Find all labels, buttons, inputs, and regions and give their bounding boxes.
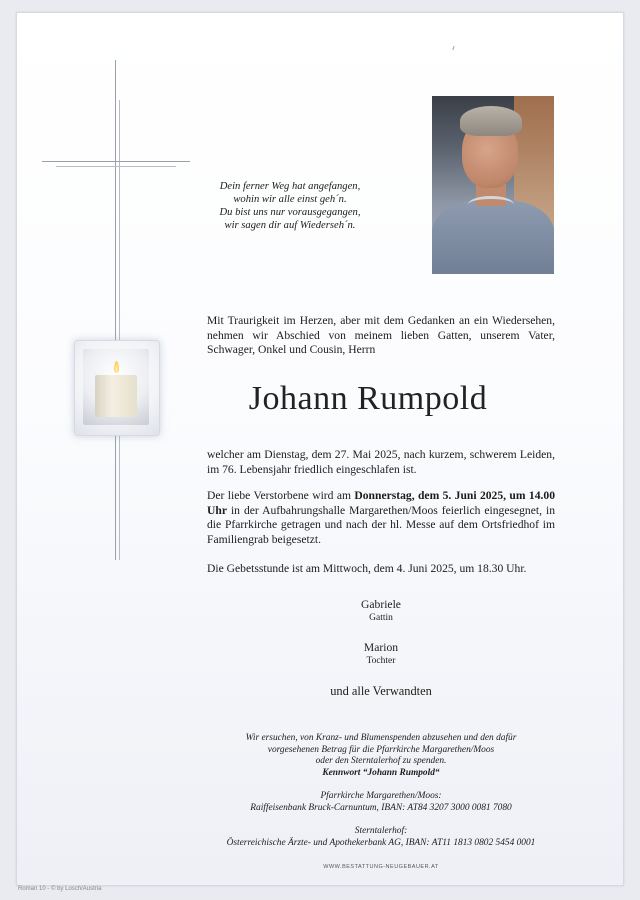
prayer-text: Die Gebetsstunde ist am Mittwoch, dem 4. Juni 2025, um 18.30 Uhr. [207,562,527,575]
bank-details: Österreichische Ärzte- und Apothekerbank AG, IBAN: AT11 1813 0802 5454 0001 [226,837,536,848]
funeral-date-time: Donnerstag, dem 5. Juni 2025, um 14.00 Uhr [207,489,555,517]
candle-flame-icon [114,361,119,373]
poem-line: Dein ferner Weg hat angefangen, [219,181,361,192]
passing-text: welcher am Dienstag, dem 27. Mai 2025, nach kurzem, schwerem Leiden, im 76. Lebensjahr friedlich eingeschlafen ist. [207,448,555,476]
mourner [207,641,555,667]
mourner [207,598,555,624]
footer-note: Roman 10 - © by Losch/Austria [18,886,102,892]
intro-text: Mit Traurigkeit im Herzen, aber mit dem Gedanken an ein Wiedersehen, nehmen wir Abschied von meinem lieben Gatten, unserem Vater, Schwager, Onkel und Cousin, Herrn [207,314,555,357]
request-line: oder den Sterntalerhof zu spenden. [315,756,447,767]
donation-request [207,733,555,779]
request-line: Wir ersuchen, von Kranz- und Blumenspenden abzusehen und den dafür [245,733,517,743]
mourner-relation: Gattin [369,613,393,623]
request-line: vorgesehenen Betrag für die Pfarrkirche Margarethen/Moos [267,744,495,755]
bank-details: Raiffeisenbank Bruck-Carnuntum, IBAN: AT84 3207 3000 0081 7080 [250,802,512,813]
mourner-name: Marion [363,641,399,654]
poem [190,180,390,232]
mourner-name: Gabriele [361,598,401,611]
bank-info-sterntalerhof [207,826,555,849]
funeral-text-before: Der liebe Verstorbene wird am [207,489,355,502]
bank-title: Sterntalerhof: [354,826,408,836]
bank-title: Pfarrkirche Margarethen/Moos: [320,791,442,801]
funeral-text-after: in der Aufbahrungshalle Margarethen/Moos feierlich eingesegnet, in die Pfarrkirche getragen und nach der hl. Messe auf dem Ortsfriedhof im Familiengrab beigesetzt. [207,503,555,546]
deceased-name: Johann Rumpold [248,380,488,417]
request-keyword: Kennwort “Johann Rumpold“ [322,767,440,778]
poem-line: wir sagen dir auf Wiederseh´n. [224,220,356,231]
poem-line: Du bist uns nur vorausgegangen, [219,207,361,218]
portrait-photo [432,96,554,274]
relatives-text: und alle Verwandten [330,684,432,698]
funeral-text [207,489,555,547]
candle-body [95,375,137,417]
bank-info-church [207,791,555,814]
candle-image [74,340,160,436]
website-link[interactable]: WWW.BESTATTUNG-NEUGEBAUER.AT [323,864,439,870]
poem-line: wohin wir alle einst geh´n. [233,194,347,205]
mourner-relation: Tochter [366,656,396,666]
